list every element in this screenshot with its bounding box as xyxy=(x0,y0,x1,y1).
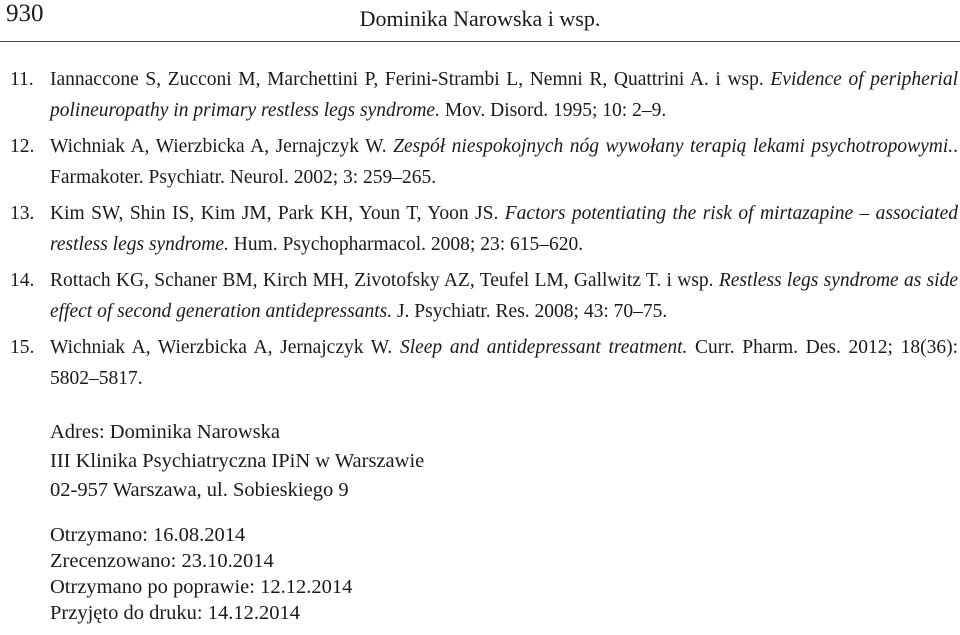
page-number: 930 xyxy=(6,0,44,27)
running-title: Dominika Narowska i wsp. xyxy=(359,6,601,31)
publication-dates xyxy=(50,522,352,626)
reference-source: . Farmakoter. Psychiatr. Neurol. 2002; 3: 259–265. xyxy=(50,136,958,188)
reference-title: Evidence of peripherial polineuropathy in primary restless legs syndrome. xyxy=(50,69,958,121)
reference-list xyxy=(10,64,958,399)
reference-source: Curr. Pharm. Des. 2012; 18(36): 5802–5817. xyxy=(50,337,958,389)
reference-title: Sleep and antidepressant treatment. xyxy=(399,337,688,358)
reference-number: 13. xyxy=(10,203,35,224)
reference-number: 15. xyxy=(10,337,35,358)
reference-item xyxy=(10,131,958,193)
reference-title: Restless legs syndrome as side effect of second generation antidepressants. xyxy=(50,270,959,322)
reference-title: Zespół niespokojnych nóg wywołany terapią lekami psychotropowymi. xyxy=(393,136,954,157)
date-revised: Otrzymano po poprawie: 12.12.2014 xyxy=(50,576,353,598)
reference-source: Hum. Psychopharmacol. 2008; 23: 615–620. xyxy=(228,234,584,255)
page-header xyxy=(0,0,960,44)
address-name: Adres: Dominika Narowska xyxy=(50,421,281,443)
reference-item xyxy=(10,265,958,327)
reference-title: Factors potentiating the risk of mirtazapine – associated restless legs syndrome. xyxy=(50,203,958,255)
date-accepted: Przyjęto do druku: 14.12.2014 xyxy=(50,602,300,624)
date-reviewed: Zrecenzowano: 23.10.2014 xyxy=(50,550,274,572)
reference-source: J. Psychiatr. Res. 2008; 43: 70–75. xyxy=(392,301,668,322)
reference-authors: Wichniak A, Wierzbicka A, Jernajczyk W. xyxy=(50,136,394,157)
reference-number: 14. xyxy=(10,270,35,291)
reference-item xyxy=(10,198,958,260)
reference-authors: Kim SW, Shin IS, Kim JM, Park KH, Youn T, Yoon JS. xyxy=(50,203,505,224)
address-institution: III Klinika Psychiatryczna IPiN w Warszawie xyxy=(50,450,425,472)
header-rule xyxy=(0,41,960,42)
reference-number: 12. xyxy=(10,136,35,157)
address-street: 02-957 Warszawa, ul. Sobieskiego 9 xyxy=(50,479,349,501)
reference-item xyxy=(10,332,958,394)
reference-authors: Iannaccone S, Zucconi M, Marchettini P, Ferini-Strambi L, Nemni R, Quattrini A. i wsp. xyxy=(50,69,771,90)
date-received: Otrzymano: 16.08.2014 xyxy=(50,524,246,546)
reference-authors: Wichniak A, Wierzbicka A, Jernajczyk W. xyxy=(50,337,400,358)
reference-item xyxy=(10,64,958,126)
correspondence-address xyxy=(50,418,424,505)
reference-authors: Rottach KG, Schaner BM, Kirch MH, Zivotofsky AZ, Teufel LM, Gallwitz T. i wsp. xyxy=(50,270,719,291)
reference-number: 11. xyxy=(10,69,34,90)
reference-source: Mov. Disord. 1995; 10: 2–9. xyxy=(439,100,667,121)
